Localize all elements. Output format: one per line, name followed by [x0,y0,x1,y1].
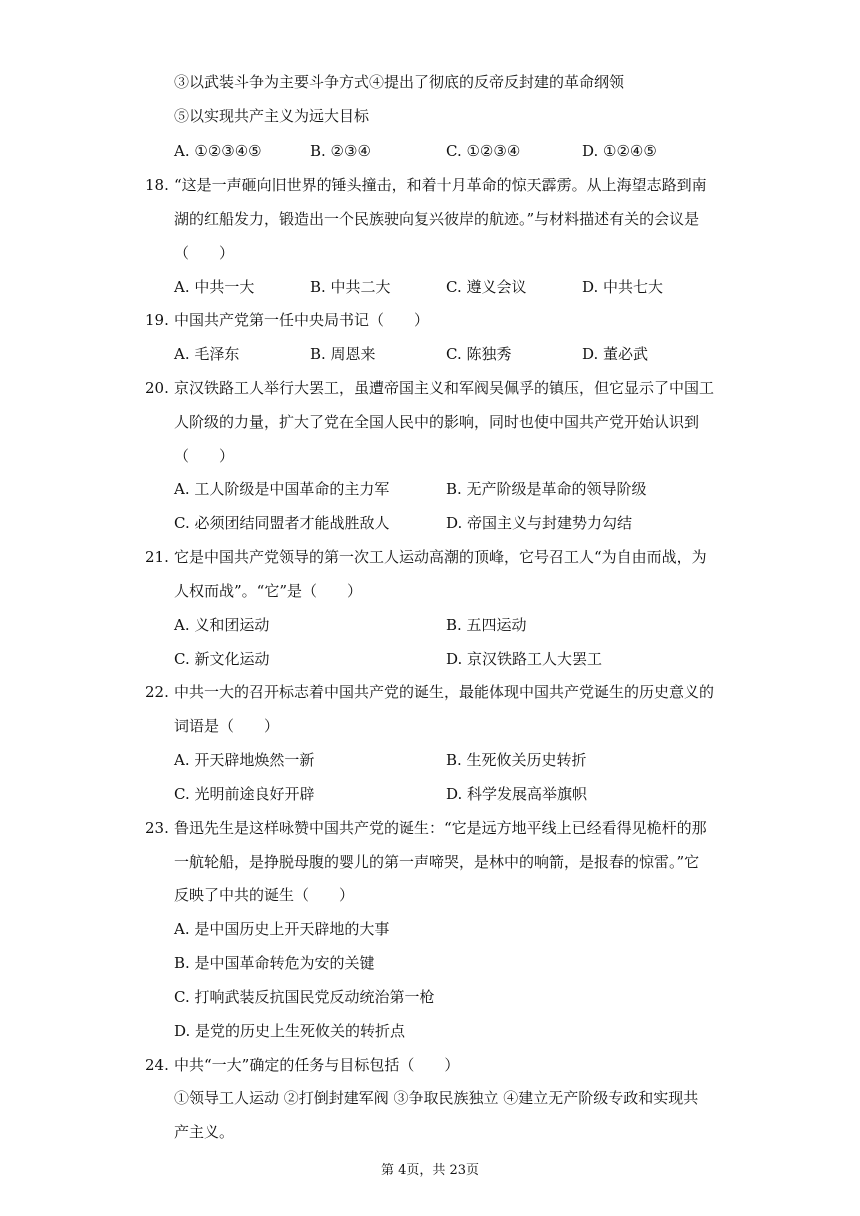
q17-option-c: C. ①②③④ [446,142,521,160]
q22-option-a: A. 开天辟地焕然一新 [174,751,315,769]
q23-option-d: D. 是党的历史上生死攸关的转折点 [174,1022,406,1040]
question-number: 19. [145,311,169,329]
question-number: 23. [145,819,169,837]
question-number: 18. [145,176,169,194]
q19-stem-line: 中国共产党第一任中央局书记（ ） [174,311,430,329]
q24-stem-line: 中共“一大”确定的任务与目标包括（ ） [174,1056,460,1074]
q22-stem-line: 中共一大的召开标志着中国共产党的诞生，最能体现中国共产党诞生的历史意义的 [174,683,715,701]
q18-option-a: A. 中共一大 [174,278,255,296]
q17-statement-line: ③以武装斗争为主要斗争方式④提出了彻底的反帝反封建的革命纲领 [174,73,625,91]
q22-option-d: D. 科学发展高举旗帜 [446,785,588,803]
q20-option-c: C. 必须团结同盟者才能战胜敌人 [174,514,390,532]
q20-stem-line: 京汉铁路工人举行大罢工，虽遭帝国主义和军阀吴佩孚的镇压，但它显示了中国工 [174,379,715,397]
q21-option-b: B. 五四运动 [446,616,527,634]
q23-stem-line: 一航轮船，是挣脱母腹的婴儿的第一声啼哭，是林中的响箭，是报春的惊雷。”它 [174,853,700,871]
q20-option-a: A. 工人阶级是中国革命的主力军 [174,480,390,498]
question-number: 20. [145,379,169,397]
q17-option-b: B. ②③④ [310,142,371,160]
q24-statement-line: 产主义。 [174,1123,235,1141]
q21-stem-line: 它是中国共产党领导的第一次工人运动高潮的顶峰，它号召工人“为自由而战，为 [174,548,707,566]
q20-stem-line: （ ） [174,447,235,465]
q20-stem-line: 人阶级的力量，扩大了党在全国人民中的影响，同时也使中国共产党开始认识到 [174,413,700,431]
q23-option-a: A. 是中国历史上开天辟地的大事 [174,920,390,938]
q23-stem-line: 反映了中共的诞生（ ） [174,886,355,904]
q23-stem-line: 鲁迅先生是这样咏赞中国共产党的诞生：“它是远方地平线上已经看得见桅杆的那 [174,819,707,837]
q19-option-a: A. 毛泽东 [174,345,240,363]
q18-stem-line: （ ） [174,244,235,262]
q18-option-d: D. 中共七大 [582,278,664,296]
page-footer: 第 4页，共 23页 [380,1163,480,1178]
q23-option-c: C. 打响武装反抗国民党反动统治第一枪 [174,988,435,1006]
q18-stem-line: 湖的红船发力，锻造出一个民族驶向复兴彼岸的航迹。”与材料描述有关的会议是 [174,210,700,228]
q20-option-b: B. 无产阶级是革命的领导阶级 [446,480,647,498]
q22-option-b: B. 生死攸关历史转折 [446,751,587,769]
q18-option-b: B. 中共二大 [310,278,391,296]
q21-option-c: C. 新文化运动 [174,650,270,668]
q21-option-a: A. 义和团运动 [174,616,270,634]
q21-stem-line: 人权而战”。“它”是（ ） [174,582,363,600]
q17-statement-line: ⑤以实现共产主义为远大目标 [174,107,370,125]
q19-option-c: C. 陈独秀 [446,345,512,363]
question-number: 22. [145,683,169,701]
q22-option-c: C. 光明前途良好开辟 [174,785,315,803]
q24-statement-line: ①领导工人运动 ②打倒封建军阀 ③争取民族独立 ④建立无产阶级专政和实现共 [174,1089,699,1107]
q23-option-b: B. 是中国革命转危为安的关键 [174,954,375,972]
question-number: 21. [145,548,169,566]
q18-option-c: C. 遵义会议 [446,278,527,296]
q18-stem-line: “这是一声砸向旧世界的锤头撞击，和着十月革命的惊天霹雳。从上海望志路到南 [174,176,707,194]
question-number: 24. [145,1056,169,1074]
q17-option-a: A. ①②③④⑤ [174,142,262,160]
q19-option-b: B. 周恩来 [310,345,376,363]
q19-option-d: D. 董必武 [582,345,649,363]
q22-stem-line: 词语是（ ） [174,717,280,735]
q20-option-d: D. 帝国主义与封建势力勾结 [446,514,633,532]
q21-option-d: D. 京汉铁路工人大罢工 [446,650,603,668]
q17-option-d: D. ①②④⑤ [582,142,657,160]
